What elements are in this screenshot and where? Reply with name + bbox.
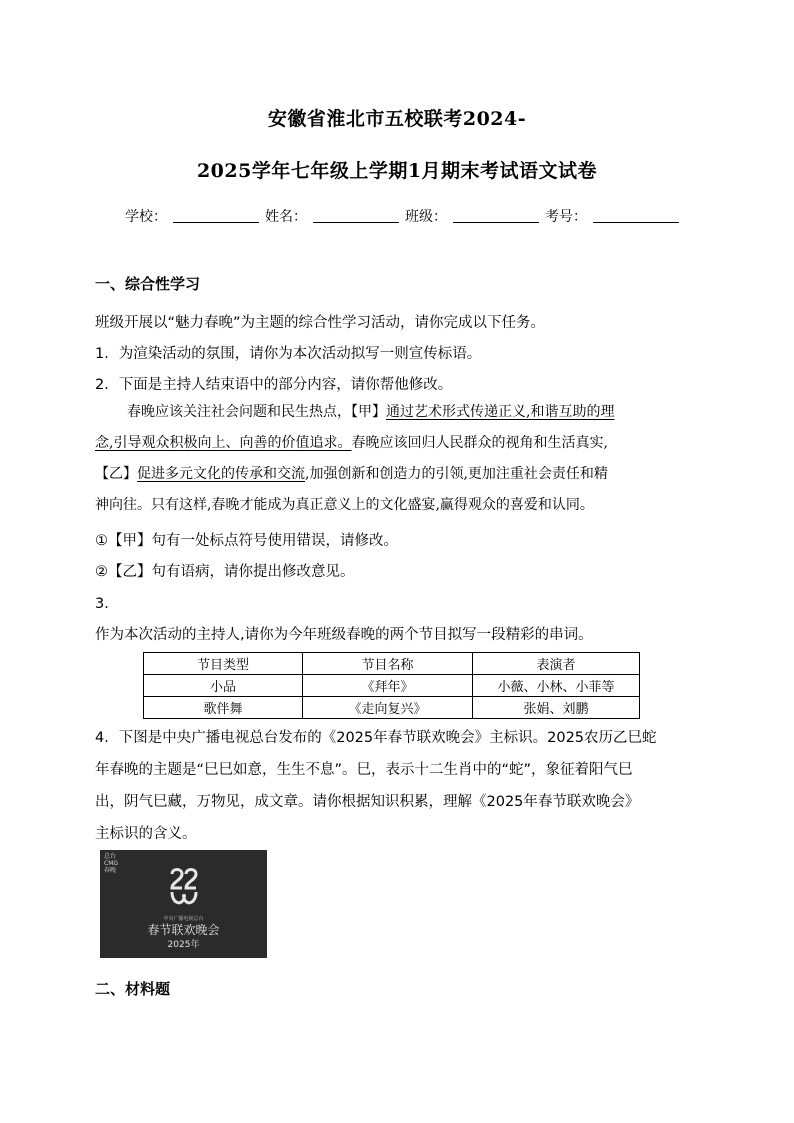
passage-line-1: 春晚应该关注社会问题和民生热点，【甲】通过艺术形式传递正义,和谐互助的理 [127,404,615,420]
table-header: 表演者 [473,653,640,675]
table-row [144,675,640,697]
school-label: 学校： [125,209,167,225]
table-cell: 小品 [144,675,303,697]
question-2-sub2: ②【乙】句有语病，请你提出修改意见。 [95,564,355,580]
school-blank [173,206,259,223]
passage-line-3: 【乙】促进多元文化的传承和交流,加强创新和创造力的引领,更加注重社会责任和精 [95,466,608,482]
program-table [143,652,640,719]
table-cell: 歌伴舞 [144,697,303,719]
name-label: 姓名： [265,209,307,225]
tag-jia: 【甲】 [351,404,386,420]
gala-logo-image [100,850,267,958]
table-header-row [144,653,640,675]
question-4-line3: 出，阴气巳藏，万物见，成文章。请你根据知识积累，理解《2025年春节联欢晚会》 [95,794,640,810]
passage-line-4: 神向往。只有这样,春晚才能成为真正意义上的文化盛宴,赢得观众的喜爱和认同。 [95,497,594,513]
question-2: 2．下面是主持人结束语中的部分内容，请你帮他修改。 [95,377,453,393]
exam-title-line1: 安徽省淮北市五校联考2024- [267,108,527,130]
table-cell: 张娟、刘鹏 [473,697,640,719]
logo-gala-name: 春节联欢晚会 [147,923,220,937]
table-row [144,697,640,719]
name-blank [313,206,399,223]
question-3-text: 作为本次活动的主持人,请你为今年班级春晚的两个节目拟写一段精彩的串词。 [95,627,593,643]
passage-line-2: 念,引导观众积极向上、向善的价值追求。春晚应该回归人民群众的视角和生活真实, [95,435,608,451]
cmg-corner-mark: 总台 CMG 春晚 [104,853,119,874]
section1-heading: 一、综合性学习 [95,275,201,293]
sentence-jia-part2: 念,引导观众积极向上、向善的价值追求。 [95,435,352,451]
class-label: 班级： [405,209,447,225]
question-4-line1: 4．下图是中央广播电视总台发布的《2025年春节联欢晚会》主标识。2025农历乙巳蛇 [95,730,657,746]
exam-number-blank [593,206,679,223]
table-cell: 《拜年》 [303,675,473,697]
host-passage [95,397,691,521]
table-header: 节目名称 [303,653,473,675]
question-4-line4: 主标识的含义。 [95,826,197,842]
table-cell: 《走向复兴》 [303,697,473,719]
table-cell: 小薇、小林、小菲等 [473,675,640,697]
section2-heading: 二、材料题 [95,980,171,998]
sentence-yi: 促进多元文化的传承和交流 [137,466,305,482]
exam-title-line2: 2025学年七年级上学期1月期末考试语文试卷 [196,160,598,182]
student-info-row [125,206,685,226]
tag-yi: 【乙】 [95,466,137,482]
question-4-line2: 年春晚的主题是“巳巳如意，生生不息”。巳，表示十二生肖中的“蛇”，象征着阳气巳 [95,762,633,778]
exam-number-label: 考号： [545,209,587,225]
logo-broadcaster-text: 中央广播电视总台 [163,916,204,922]
table-header: 节目类型 [144,653,303,675]
question-3-number: 3． [95,596,119,612]
class-blank [453,206,539,223]
snake-emblem-icon [166,866,202,910]
logo-year: 2025年 [167,940,200,950]
question-1: 1．为渲染活动的氛围，请你为本次活动拟写一则宣传标语。 [95,346,482,362]
section1-intro: 班级开展以“魅力春晚”为主题的综合性学习活动，请你完成以下任务。 [95,315,546,331]
question-2-sub1: ①【甲】句有一处标点符号使用错误，请修改。 [95,533,398,549]
sentence-jia-part1: 通过艺术形式传递正义,和谐互助的理 [386,404,615,420]
